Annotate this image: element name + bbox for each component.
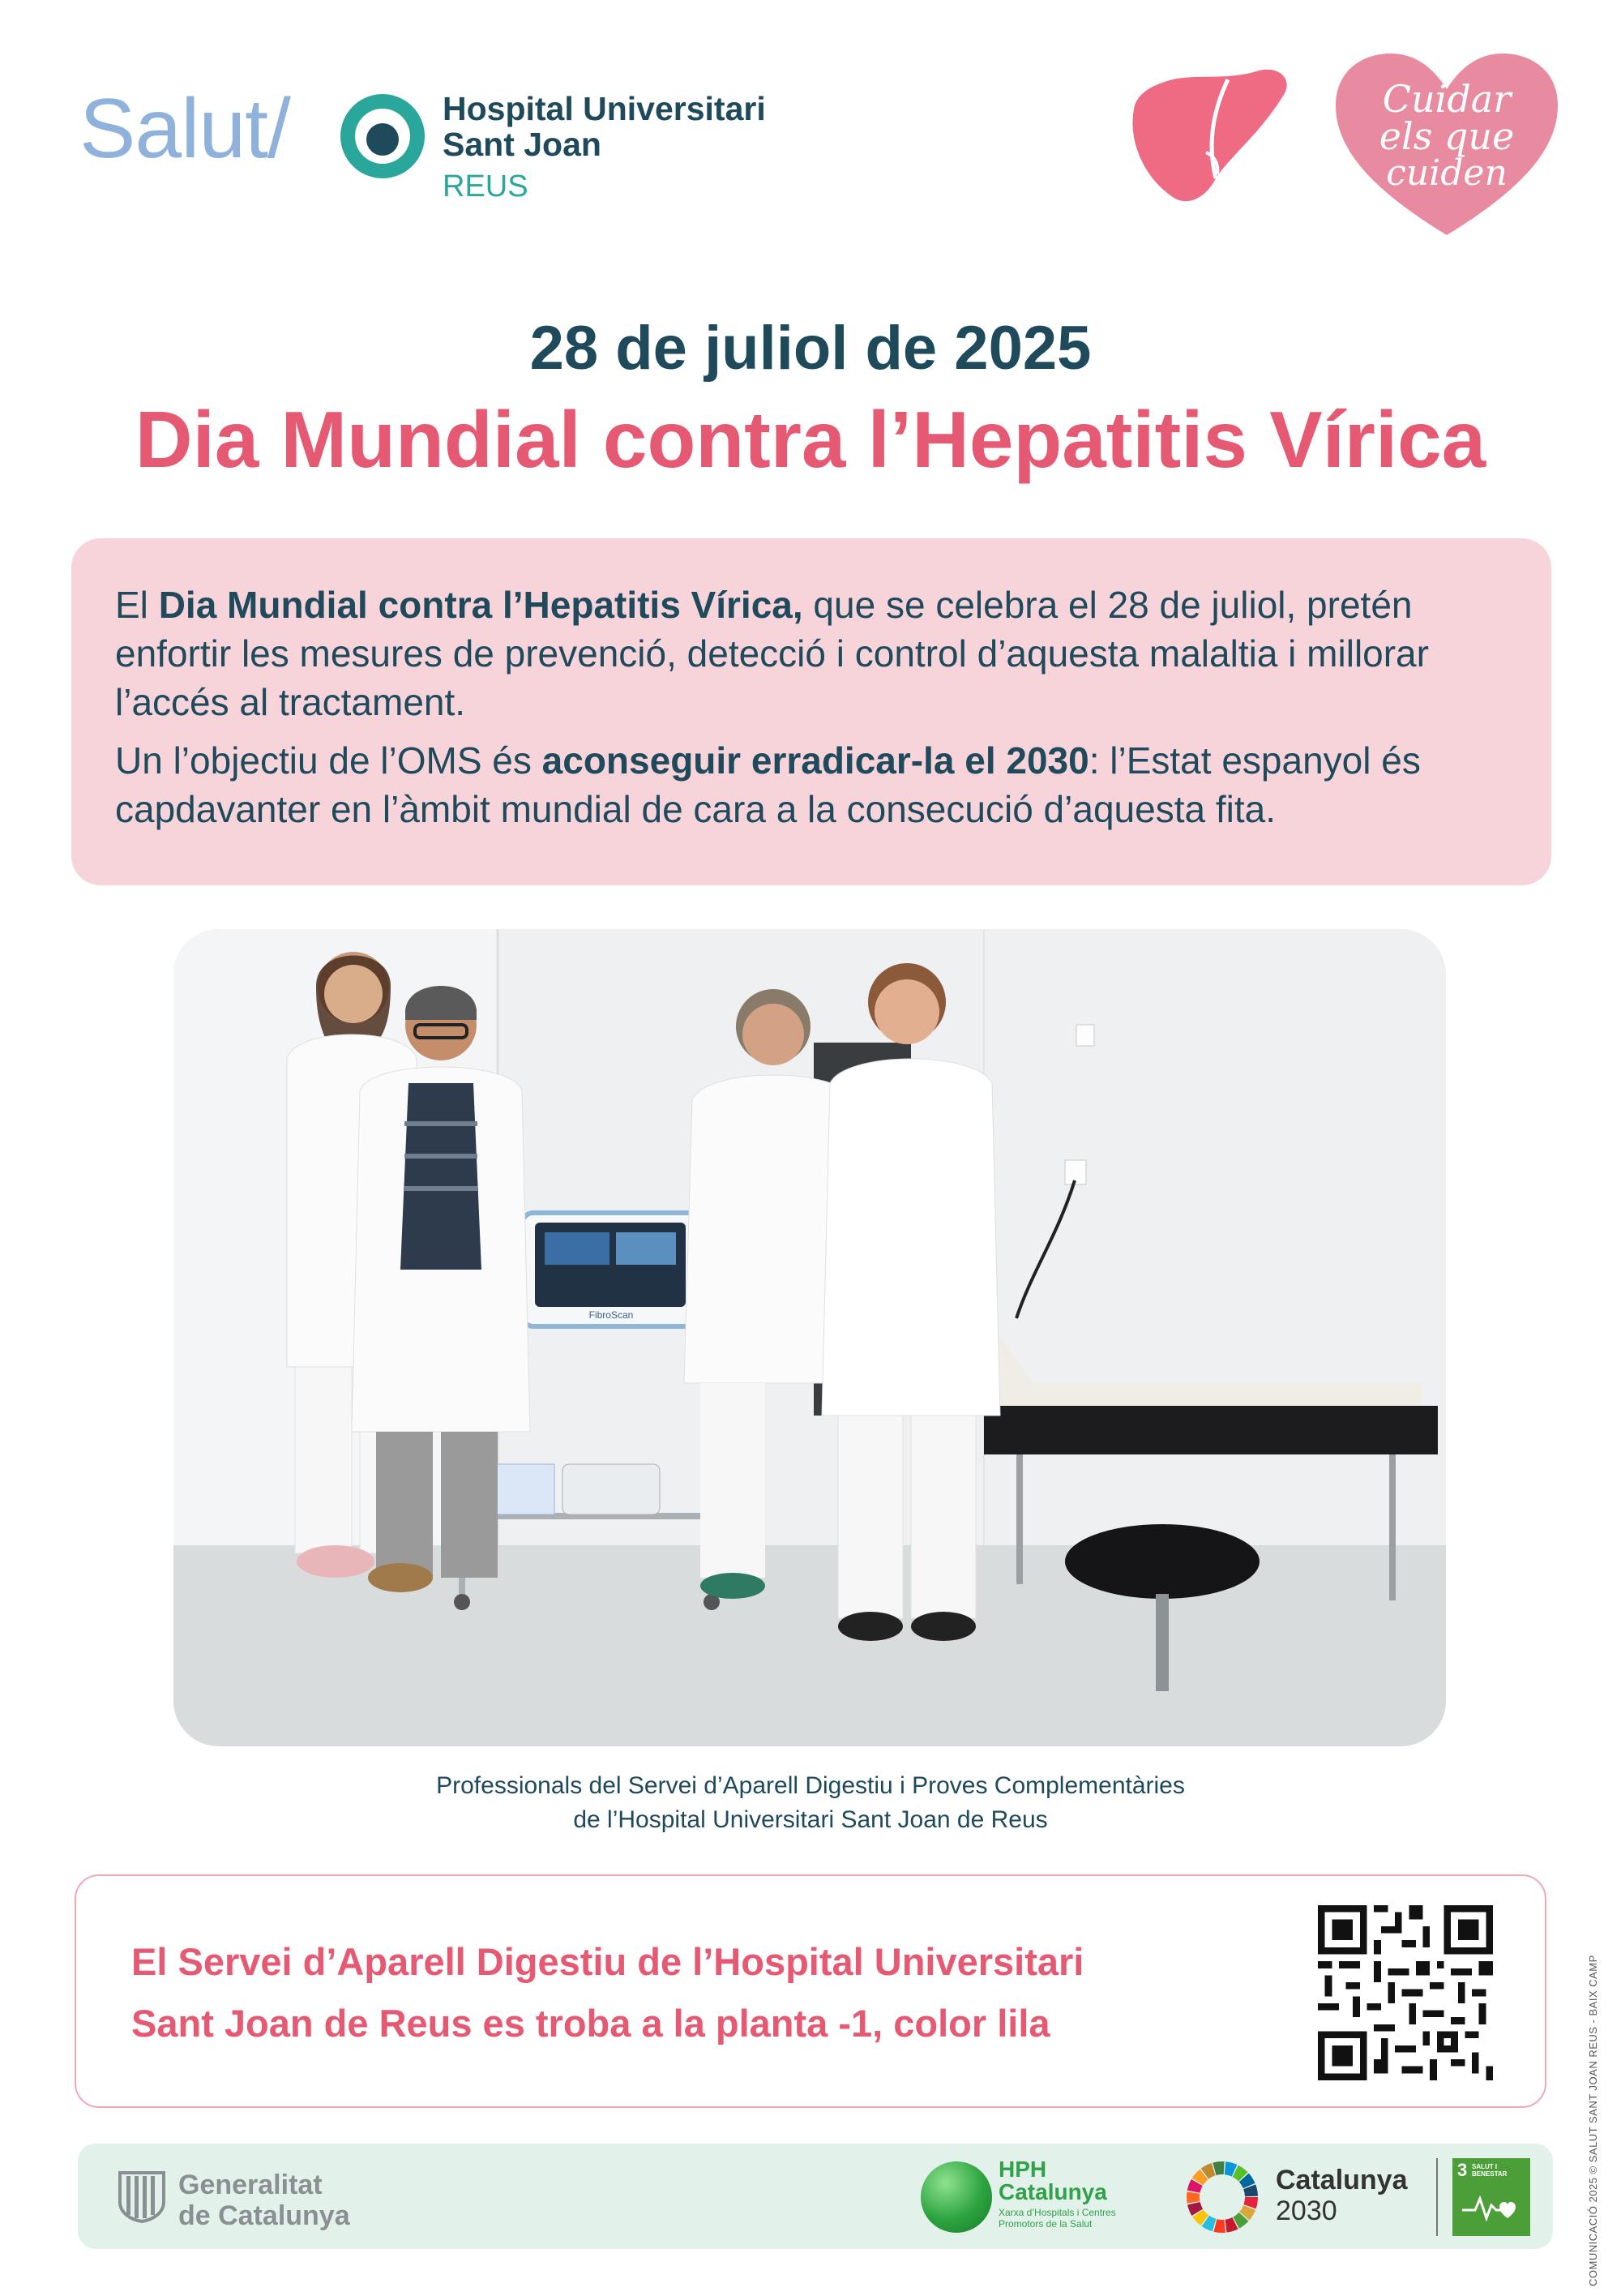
generalitat-text [178,2170,350,2231]
photo-caption-line1: Professionals del Servei d’Aparell Digestiu i Proves Complementàries [436,1772,1185,1799]
generalitat-line2: de Catalunya [178,2200,350,2231]
hospital-logo-icon [336,89,430,183]
intro-p1-post: que se celebra el 28 de juliol, pretén enfortir les mesures de prevenció, detecció i control d’aquesta malaltia i millorar l’accés al tractament. [115,584,1429,723]
intro-p1-bold: Dia Mundial contra l’Hepatitis Vírica, [158,584,803,626]
event-date: 28 de juliol de 2025 [529,314,1092,383]
sdg3-badge [1452,2158,1530,2236]
copyright-note: COMUNICACIÓ 2025 © SALUT SANT JOAN REUS - BAIX CAMP [1587,1955,1599,2286]
footer-divider [1436,2158,1438,2236]
sdg-wheel-icon [1185,2160,1260,2234]
staff-photo [173,929,1446,1746]
hph-title-line2: Catalunya [999,2179,1107,2204]
location-line2: Sant Joan de Reus es troba a la planta -1, color lila [131,2002,1050,2045]
generalitat-line1: Generalitat [178,2170,323,2200]
catalunya-2030-year: 2030 [1276,2195,1337,2226]
heart-text-line1: Cuidar [1382,77,1512,121]
staff-photo-illustration [173,929,1446,1746]
liver-icon [1118,57,1297,211]
location-box [75,1874,1546,2108]
device-brand-label: FibroScan [588,1309,634,1321]
sdg3-text: SALUT I BENESTAR [1472,2163,1508,2178]
generalitat-logo-icon [117,2170,167,2223]
hospital-name [443,91,766,162]
hospital-name-line2: Sant Joan [443,126,601,163]
hph-title-line1: HPH [999,2157,1047,2182]
intro-p2-bold: aconseguir erradicar-la el 2030 [541,739,1089,782]
sdg3-number: 3 [1457,2160,1468,2180]
footer-logos [78,2144,1553,2249]
hospital-city: REUS [443,169,528,203]
hph-title [999,2158,1107,2204]
cuidar-heart-logo [1329,47,1564,242]
heart-text-line2: els que [1379,114,1515,158]
photo-caption [0,1769,1621,1837]
intro-p2-pre: Un l’objectiu de l’OMS és [115,739,542,782]
location-line1: El Servei d’Aparell Digestiu de l’Hospital Universitari [131,1940,1084,1983]
heart-text-line3: cuiden [1386,152,1508,194]
intro-paragraph-1 [115,580,1508,726]
qr-code-icon[interactable] [1318,1905,1493,2080]
hospital-name-line1: Hospital Universitari [443,90,766,127]
intro-box [71,538,1551,885]
heartbeat-icon [1461,2194,1522,2223]
catalunya-2030-name: Catalunya [1276,2165,1408,2195]
intro-p2-post: : l’Estat espanyol és capdavanter en l’àmbit mundial de cara a la consecució d’aquesta fita. [115,739,1421,830]
photo-caption-line2: de l’Hospital Universitari Sant Joan de Reus [573,1806,1048,1833]
intro-p1-pre: El [115,584,159,626]
hph-logo-icon [921,2161,992,2233]
page-title: Dia Mundial contra l’Hepatitis Vírica [135,395,1486,484]
location-text [131,1931,1084,2054]
salut-logo-text: Salut/ [79,82,290,176]
intro-paragraph-2 [115,736,1508,833]
hph-subtitle: Xarxa d’Hospitals i Centres Promotors de la Salut [999,2207,1116,2230]
